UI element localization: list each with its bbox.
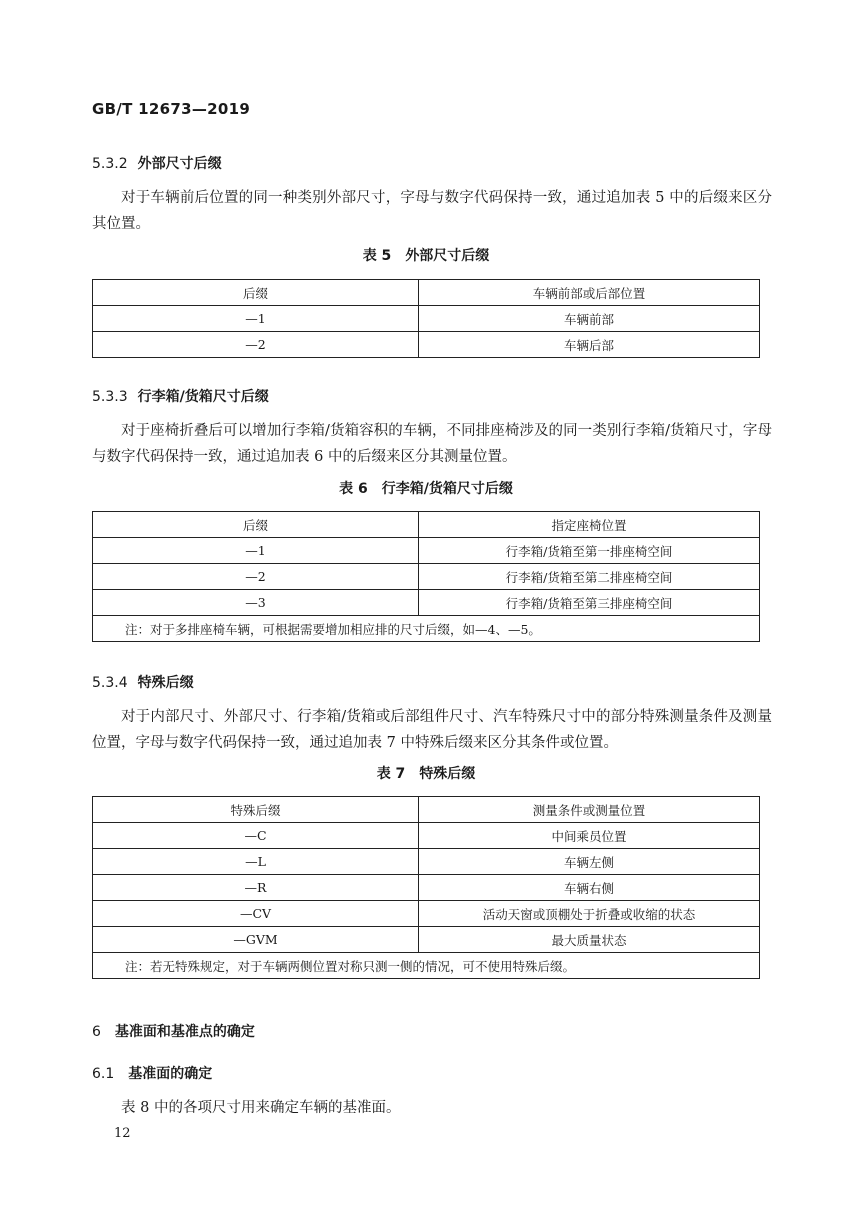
table-row [93, 590, 760, 616]
table-title: 行李箱/货箱尺寸后缀 [381, 481, 513, 497]
table-row [93, 849, 760, 875]
table-cell: —3 [93, 590, 419, 616]
table-note: 注：若无特殊规定，对于车辆两侧位置对称只测一侧的情况，可不使用特殊后缀。 [93, 953, 760, 979]
table-row [93, 538, 760, 564]
column-header: 特殊后缀 [93, 797, 419, 823]
table-cell: 行李箱/货箱至第一排座椅空间 [419, 538, 760, 564]
table-cell: 车辆后部 [419, 332, 760, 358]
section-5-3-3-paragraph: 对于座椅折叠后可以增加行李箱/货箱容积的车辆，不同排座椅涉及的同一类别行李箱/货箱尺寸，字母与数字代码保持一致，通过追加表 6 中的后缀来区分其测量位置。 [92, 423, 772, 465]
table-5-caption [92, 245, 760, 265]
table-6 [92, 511, 760, 642]
section-title: 行李箱/货箱尺寸后缀 [137, 389, 269, 405]
table-cell: —R [93, 875, 419, 901]
table-cell: 车辆左侧 [419, 849, 760, 875]
column-header: 后缀 [93, 280, 419, 306]
table-header-row [93, 797, 760, 823]
table-note: 注：对于多排座椅车辆，可根据需要增加相应排的尺寸后缀，如—4、—5。 [93, 616, 760, 642]
table-cell: —1 [93, 306, 419, 332]
table-cell: 车辆前部 [419, 306, 760, 332]
section-5-3-3-heading [92, 386, 269, 406]
section-title: 基准面的确定 [128, 1066, 213, 1082]
table-header-row [93, 512, 760, 538]
table-cell: —2 [93, 332, 419, 358]
table-5 [92, 279, 760, 358]
table-row [93, 332, 760, 358]
section-5-3-4-heading [92, 672, 194, 692]
table-title: 特殊后缀 [419, 766, 476, 782]
table-row [93, 306, 760, 332]
table-6-caption [92, 478, 760, 498]
section-number: 5.3.2 [92, 156, 128, 172]
table-number: 表 7 [376, 766, 406, 782]
section-5-3-4-paragraph: 对于内部尺寸、外部尺寸、行李箱/货箱或后部组件尺寸、汽车特殊尺寸中的部分特殊测量条件及测量位置，字母与数字代码保持一致，通过追加表 7 中特殊后缀来区分其条件或位置。 [92, 709, 772, 751]
section-title: 外部尺寸后缀 [137, 156, 222, 172]
section-6-heading [92, 1021, 255, 1041]
section-title: 基准面和基准点的确定 [114, 1024, 255, 1040]
column-header: 测量条件或测量位置 [419, 797, 760, 823]
table-cell: 活动天窗或顶棚处于折叠或收缩的状态 [419, 901, 760, 927]
table-cell: 中间乘员位置 [419, 823, 760, 849]
table-cell: —CV [93, 901, 419, 927]
table-cell: 车辆右侧 [419, 875, 760, 901]
table-number: 表 5 [362, 248, 392, 264]
table-7-caption [92, 763, 760, 783]
section-5-3-2-paragraph: 对于车辆前后位置的同一种类别外部尺寸，字母与数字代码保持一致，通过追加表 5 中的后缀来区分其位置。 [92, 190, 772, 232]
table-title: 外部尺寸后缀 [405, 248, 490, 264]
table-7 [92, 796, 760, 979]
section-5-3-2-heading [92, 153, 222, 173]
table-header-row [93, 280, 760, 306]
table-row [93, 875, 760, 901]
table-cell: —GVM [93, 927, 419, 953]
table-row [93, 564, 760, 590]
page-number: 12 [114, 1126, 131, 1141]
section-6-1-paragraph: 表 8 中的各项尺寸用来确定车辆的基准面。 [121, 1100, 401, 1116]
section-number: 5.3.3 [92, 389, 128, 405]
standard-number: GB/T 12673—2019 [92, 100, 251, 118]
table-number: 表 6 [339, 481, 368, 497]
section-6-1-heading [92, 1063, 212, 1083]
table-cell: 行李箱/货箱至第二排座椅空间 [419, 564, 760, 590]
section-number: 6.1 [92, 1066, 115, 1082]
section-number: 6 [92, 1024, 101, 1040]
table-cell: —C [93, 823, 419, 849]
table-note-row [93, 953, 760, 979]
table-row [93, 901, 760, 927]
table-cell: 行李箱/货箱至第三排座椅空间 [419, 590, 760, 616]
table-cell: 最大质量状态 [419, 927, 760, 953]
column-header: 车辆前部或后部位置 [419, 280, 760, 306]
table-cell: —1 [93, 538, 419, 564]
section-title: 特殊后缀 [137, 675, 194, 691]
column-header: 后缀 [93, 512, 419, 538]
table-cell: —2 [93, 564, 419, 590]
table-note-row [93, 616, 760, 642]
table-cell: —L [93, 849, 419, 875]
column-header: 指定座椅位置 [419, 512, 760, 538]
table-row [93, 927, 760, 953]
table-row [93, 823, 760, 849]
section-number: 5.3.4 [92, 675, 128, 691]
